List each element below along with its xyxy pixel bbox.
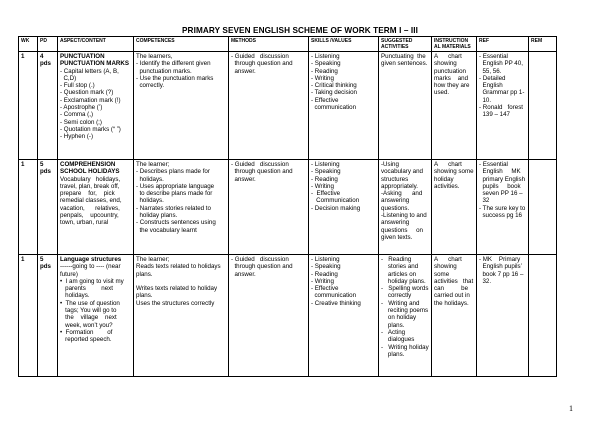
competences-line: The learner; <box>136 161 170 168</box>
aspect-line: penpals, upcountry, <box>60 212 119 220</box>
header-methods: METHODS <box>229 37 309 52</box>
ref-line: - Ronald forest <box>479 104 524 112</box>
activities-line: answering <box>381 219 410 227</box>
cell-competences <box>134 52 229 160</box>
wk-text: 1 <box>21 161 25 168</box>
materials-line: punctuation <box>434 67 466 75</box>
materials-line: showing <box>434 60 457 68</box>
cell-competences <box>134 160 229 255</box>
activities-line: dialogues <box>381 336 415 344</box>
competences-line: - Identify the different given <box>136 60 211 68</box>
activities-line: plans. <box>381 350 405 358</box>
aspect-line: reported speech. <box>60 336 112 344</box>
ref-line: - Essential <box>479 161 508 168</box>
cell-methods <box>229 255 309 377</box>
competences-line: holidays. <box>136 197 164 205</box>
materials-line: some <box>434 270 450 278</box>
activities-line: correctly <box>381 292 412 300</box>
materials-line: activities. <box>434 182 460 190</box>
competences-line: the vocabulary learnt <box>136 226 197 234</box>
activities-line: plans. <box>381 321 405 329</box>
methods-line: answer. <box>231 67 256 75</box>
ref-line: book 7 pp 16 – <box>479 270 524 278</box>
ref-line: - Detailed <box>479 74 506 82</box>
methods-line: - Guided discussion <box>231 53 289 60</box>
wk-text: 1 <box>21 256 25 263</box>
aspect-line: • The use of question <box>60 299 120 307</box>
aspect-line: travel, plan, break off, <box>60 182 120 190</box>
ref-line: English <box>479 82 503 90</box>
competences-line: - Use the punctuation marks <box>136 74 214 82</box>
ref-line: - MK Primary <box>479 256 521 263</box>
competences-line: punctuation marks. <box>136 67 192 75</box>
competences-line: Writes texts related to holiday <box>136 285 218 293</box>
activities-line: appropriately. <box>381 182 419 190</box>
materials-line: showing <box>434 263 457 271</box>
competences-line: Uses the structures correctly <box>136 299 215 307</box>
header-ref: REF <box>477 37 529 52</box>
activities-line: - Acting <box>381 328 406 336</box>
methods-line: through question and <box>231 60 293 68</box>
header-wk: WK <box>19 37 38 52</box>
header-materials: INSTRUCTION AL MATERIALS <box>432 37 477 52</box>
skills-line: - Creative thinking <box>311 299 361 307</box>
cell-skills <box>309 255 379 377</box>
skills-line: - Speaking <box>311 168 341 176</box>
ref-line: English MK <box>479 168 521 176</box>
activities-line: -Listening to and <box>381 212 427 220</box>
aspect-line: • Formation of <box>60 328 113 336</box>
aspect-line: - Comma (,) <box>60 111 93 119</box>
competences-line <box>136 278 226 285</box>
skills-line: - Speaking <box>311 263 341 271</box>
header-activities: SUGGESTED ACTIVITIES <box>379 37 432 52</box>
cell-ref <box>477 255 529 377</box>
ref-line: English pupils’ <box>479 263 522 271</box>
competences-line: plans. <box>136 270 153 278</box>
skills-line: - Reading <box>311 67 338 75</box>
activities-line: articles on <box>381 270 417 278</box>
materials-line: holiday <box>434 175 454 183</box>
cell-skills <box>309 52 379 160</box>
cell-aspect <box>58 160 134 255</box>
materials-line: A chart <box>434 256 462 263</box>
aspect-line: future) <box>60 270 78 278</box>
materials-line: marks and <box>434 74 469 82</box>
aspect-heading: Language structures <box>60 256 122 263</box>
aspect-line: the village next <box>60 314 117 322</box>
cell-aspect <box>58 52 134 160</box>
skills-line: - Speaking <box>311 60 341 68</box>
aspect-line: - Full stop (.) <box>60 82 95 90</box>
aspect-line: town, urban, rural <box>60 219 109 227</box>
aspect-line: - Hyphen (-) <box>60 133 94 141</box>
methods-line: - Guided discussion <box>231 161 289 168</box>
cell-wk <box>19 160 38 255</box>
activities-line: -Using <box>381 161 399 168</box>
cell-materials <box>432 160 477 255</box>
cell-pd <box>38 160 58 255</box>
skills-line: - Writing <box>311 74 334 82</box>
cell-wk <box>19 255 38 377</box>
aspect-line: ------going to ---- (near <box>60 263 121 271</box>
ref-line: primary English <box>479 175 526 183</box>
activities-line: - Writing holiday <box>381 343 429 351</box>
competences-line: Reads texts related to holidays <box>136 263 221 271</box>
cell-activities <box>379 160 432 255</box>
header-competences: COMPETENCES <box>134 37 229 52</box>
pd-text: 5 pds <box>40 161 52 176</box>
aspect-line: prepare for, pick <box>60 190 115 198</box>
materials-line: how they are <box>434 82 470 90</box>
skills-line: communication <box>311 104 357 112</box>
cell-methods <box>229 52 309 160</box>
scheme-of-work-table <box>18 36 557 377</box>
cell-ref <box>477 160 529 255</box>
ref-line: 32. <box>479 277 492 285</box>
cell-rem <box>529 255 557 377</box>
ref-line: 55, 56. <box>479 67 502 75</box>
aspect-heading: COMPREHENSION <box>60 161 116 168</box>
activities-line: given texts. <box>381 233 413 241</box>
ref-line: - The sure key to <box>479 204 526 212</box>
skills-line: - Listening <box>311 161 340 168</box>
activities-line: questions. <box>381 204 410 212</box>
aspect-line: vacation, relatives, <box>60 204 120 212</box>
cell-aspect <box>58 255 134 377</box>
table-header-row <box>19 37 557 52</box>
aspect-line: Vocabulary holidays, <box>60 175 121 183</box>
skills-line: - Reading <box>311 270 338 278</box>
activities-line: - Spelling words <box>381 285 429 293</box>
competences-line: plans. <box>136 292 153 300</box>
cell-wk <box>19 52 38 160</box>
skills-line: - Writing <box>311 182 334 190</box>
aspect-line: - Exclamation mark (!) <box>60 96 121 104</box>
aspect-line: - Semi colon (;) <box>60 118 102 126</box>
activities-line: Punctuating the <box>381 53 426 60</box>
skills-line: - Taking decision <box>311 89 357 97</box>
ref-line: success pg 16 <box>479 212 522 220</box>
skills-line: - Effective <box>311 190 341 198</box>
methods-line: answer. <box>231 175 256 183</box>
materials-line: used. <box>434 89 450 97</box>
activities-line: - Reading <box>381 256 412 263</box>
competences-line: - Narrates stories related to <box>136 204 211 212</box>
skills-line: - Critical thinking <box>311 82 357 90</box>
table-body <box>19 52 557 377</box>
aspect-line: week, won’t you? <box>60 321 113 329</box>
activities-line: vocabulary and <box>381 168 423 176</box>
aspect-heading: PUNCTUATION <box>60 53 105 60</box>
activities-line: given sentences. <box>381 60 428 68</box>
aspect-line: • I am going to visit my <box>60 277 124 285</box>
aspect-heading: SCHOOL HOLIDAYS <box>60 168 120 176</box>
activities-line: structures <box>381 175 409 183</box>
pd-text: 5 pds <box>40 256 52 271</box>
cell-methods <box>229 160 309 255</box>
activities-line: answering <box>381 197 410 205</box>
header-rem: REM <box>529 37 557 52</box>
aspect-line: - Quotation marks (“ ”) <box>60 125 121 133</box>
cell-activities <box>379 255 432 377</box>
materials-line: A chart <box>434 161 462 168</box>
activities-line: - Writing and <box>381 299 420 307</box>
materials-line: activities that <box>434 277 474 285</box>
ref-line: - Essential <box>479 53 508 60</box>
activities-line: stories and <box>381 263 419 271</box>
skills-line: - Effective <box>311 96 339 104</box>
methods-line: - Guided discussion <box>231 256 289 263</box>
competences-line: correctly. <box>136 82 165 90</box>
wk-text: 1 <box>21 53 25 60</box>
cell-materials <box>432 255 477 377</box>
materials-line: A chart <box>434 53 462 60</box>
competences-line: The learner; <box>136 256 170 263</box>
aspect-line: holidays. <box>60 292 90 300</box>
aspect-line: tags; You will go to <box>60 307 117 315</box>
ref-line: 32 <box>479 197 490 205</box>
materials-line: showing some <box>434 168 474 176</box>
cell-rem <box>529 52 557 160</box>
skills-line: - Writing <box>311 277 334 285</box>
materials-line: can be <box>434 285 469 293</box>
methods-line: through question and <box>231 263 293 271</box>
methods-line: answer. <box>231 270 256 278</box>
page-number: 1 <box>569 404 573 413</box>
ref-line: seven PP 16 – <box>479 190 523 198</box>
header-aspect: ASPECT/CONTENT <box>58 37 134 52</box>
aspect-heading: PUNCTUATION MARKS <box>60 60 129 68</box>
competences-line: holiday plans. <box>136 212 178 220</box>
skills-line: - Listening <box>311 256 340 263</box>
materials-line: the holidays. <box>434 299 469 307</box>
ref-line: pupils book <box>479 182 521 190</box>
competences-line: The learners, <box>136 53 173 60</box>
materials-line: carried out in <box>434 292 470 300</box>
cell-pd <box>38 52 58 160</box>
cell-competences <box>134 255 229 377</box>
table-row <box>19 255 557 377</box>
header-pd: PD <box>38 37 58 52</box>
skills-line: - Decision making <box>311 204 361 212</box>
ref-line: Grammar pp 1- <box>479 89 525 97</box>
aspect-line: C,D) <box>60 74 77 82</box>
aspect-line: - Question mark (?) <box>60 89 114 97</box>
pd-text: 4 pds <box>40 53 52 68</box>
competences-line: holidays. <box>136 175 164 183</box>
activities-line: -Asking and <box>381 190 423 198</box>
skills-line: - Listening <box>311 53 340 60</box>
cell-rem <box>529 160 557 255</box>
competences-line: - Uses appropriate language <box>136 182 215 190</box>
activities-line: holiday plans. <box>381 277 426 285</box>
aspect-line: remedial classes, end, <box>60 197 122 205</box>
competences-line: - Constructs sentences using <box>136 219 216 227</box>
ref-line: English PP 40, <box>479 60 523 68</box>
activities-line: reciting poems <box>381 307 429 315</box>
skills-line: - Effective <box>311 285 339 293</box>
cell-materials <box>432 52 477 160</box>
competences-line: to describe plans made for <box>136 190 213 198</box>
cell-activities <box>379 52 432 160</box>
ref-line: 10. <box>479 96 492 104</box>
page-title: PRIMARY SEVEN ENGLISH SCHEME OF WORK TERM I – III <box>182 26 418 35</box>
competences-line: - Describes plans made for <box>136 168 210 176</box>
skills-line: - Reading <box>311 175 338 183</box>
aspect-line: parents next <box>60 285 113 293</box>
aspect-line: - Apostrophe (’) <box>60 104 103 112</box>
cell-skills <box>309 160 379 255</box>
table-row <box>19 160 557 255</box>
methods-line: through question and <box>231 168 293 176</box>
table-row <box>19 52 557 160</box>
aspect-line: - Capital letters (A, B, <box>60 67 119 75</box>
activities-line: on holiday <box>381 314 417 322</box>
activities-line: questions on <box>381 226 423 234</box>
cell-ref <box>477 52 529 160</box>
skills-line: Communication <box>311 197 360 205</box>
skills-line: communication <box>311 292 357 300</box>
cell-pd <box>38 255 58 377</box>
ref-line: 139 – 147 <box>479 111 510 119</box>
header-skills: SKILLS /VALUES <box>309 37 379 52</box>
